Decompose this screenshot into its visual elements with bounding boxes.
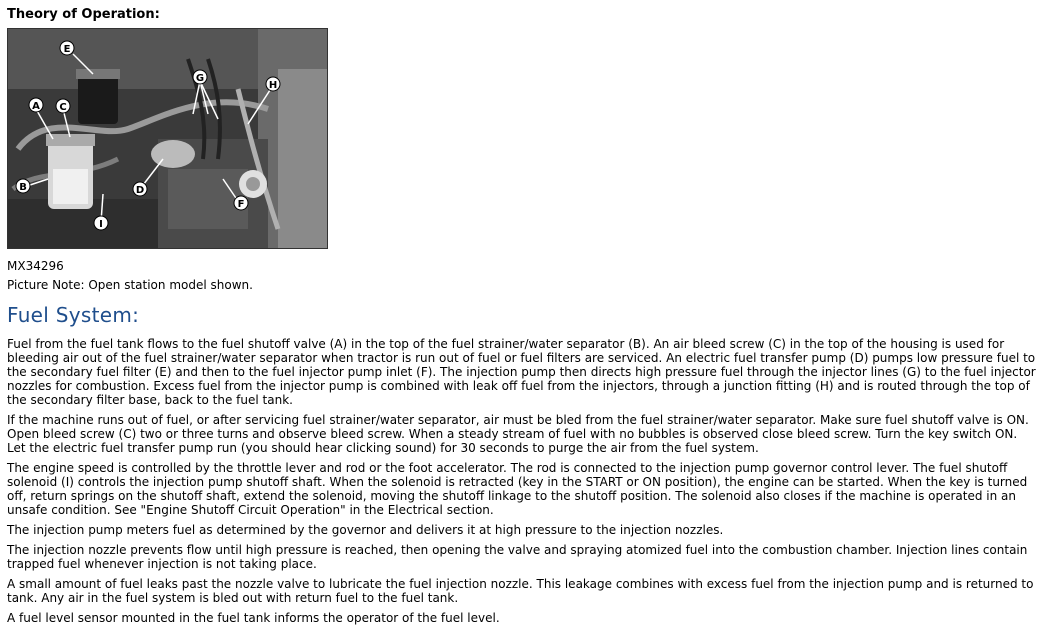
- engine-photo: [7, 28, 328, 249]
- svg-text:C: C: [59, 102, 67, 113]
- paragraph-level-sensor: A fuel level sensor mounted in the fuel tank informs the operator of the fuel level.: [7, 611, 500, 625]
- callout-e: [60, 41, 74, 55]
- callout-i: [94, 216, 108, 230]
- svg-text:F: F: [237, 199, 245, 210]
- paragraph-leakage: A small amount of fuel leaks past the nozzle valve to lubricate the fuel injection nozzle. This leakage combines with excess fuel from the injection pump and is returned to tank. Any air in the fuel system is bled out with return fuel to the fuel tank.: [7, 577, 1034, 605]
- svg-text:B: B: [19, 182, 27, 193]
- fuel-system-body: [7, 337, 1037, 631]
- svg-text:G: G: [195, 73, 205, 84]
- svg-text:I: I: [99, 219, 103, 230]
- paragraph-fuel-flow: Fuel from the fuel tank flows to the fuel shutoff valve (A) in the top of the fuel strainer/water separator (B). An air bleed screw (C) in the top of the housing is used for bleeding air out of the fuel strainer/water separator when tractor is run out of fuel or fuel filters are serviced. An electric fuel transfer pump (D) pumps low pressure fuel to the secondary fuel filter (E) and then to the fuel injector pump inlet (F). The injection pump then directs high pressure fuel through the injector lines (G) to the fuel injector nozzles for combustion. Excess fuel from the injector pump is combined with leak off fuel from the injectors, through a junction fitting (H) and is routed through the top of the secondary filter base, back to the fuel tank.: [7, 337, 1036, 407]
- svg-text:H: H: [268, 80, 278, 91]
- engine-photo-illustration: [8, 29, 327, 248]
- paragraph-engine-speed: The engine speed is controlled by the throttle lever and rod or the foot accelerator. The rod is connected to the injection pump governor control lever. The fuel shutoff solenoid (I) controls the injection pump shutoff shaft. When the solenoid is retracted (key in the START or ON position), the engine can be started. When the key is turned off, return springs on the shutoff shaft, extend the solenoid, moving the shutoff linkage to the shutoff position. The solenoid also closes if the machine is operated in an unsafe condition. See "Engine Shutoff Circuit Operation" in the Electrical section.: [7, 461, 1028, 517]
- paragraph-injection-nozzle: The injection nozzle prevents flow until high pressure is reached, then opening the valve and spraying atomized fuel into the combustion chamber. Injection lines contain trapped fuel whenever injection is not taking place.: [7, 543, 1028, 571]
- svg-text:D: D: [135, 185, 145, 196]
- svg-text:E: E: [63, 44, 71, 55]
- callout-b: [16, 179, 30, 193]
- theory-heading: Theory of Operation:: [7, 7, 160, 22]
- paragraph-injection-pump: The injection pump meters fuel as determined by the governor and delivers it at high pressure to the injection nozzles.: [7, 523, 724, 537]
- callout-c: [56, 99, 70, 113]
- figure-id: MX34296: [7, 259, 64, 273]
- svg-text:A: A: [32, 101, 40, 112]
- callout-d: [133, 182, 147, 196]
- callout-f: [234, 196, 248, 210]
- callout-a: [29, 98, 43, 112]
- picture-note: Picture Note: Open station model shown.: [7, 278, 253, 292]
- callout-g: [193, 70, 207, 84]
- paragraph-bleeding: If the machine runs out of fuel, or after servicing fuel strainer/water separator, air must be bled from the fuel strainer/water separator. Make sure fuel shutoff valve is ON. Open bleed screw (C) two or three turns and observe bleed screw. When a steady stream of fuel with no bubbles is observed close bleed screw. Turn the key switch ON. Let the electric fuel transfer pump run (you should hear clicking sound) for 30 seconds to purge the air from the fuel system.: [7, 413, 1029, 455]
- fuel-system-title: Fuel System:: [7, 303, 140, 327]
- callout-h: [266, 77, 280, 91]
